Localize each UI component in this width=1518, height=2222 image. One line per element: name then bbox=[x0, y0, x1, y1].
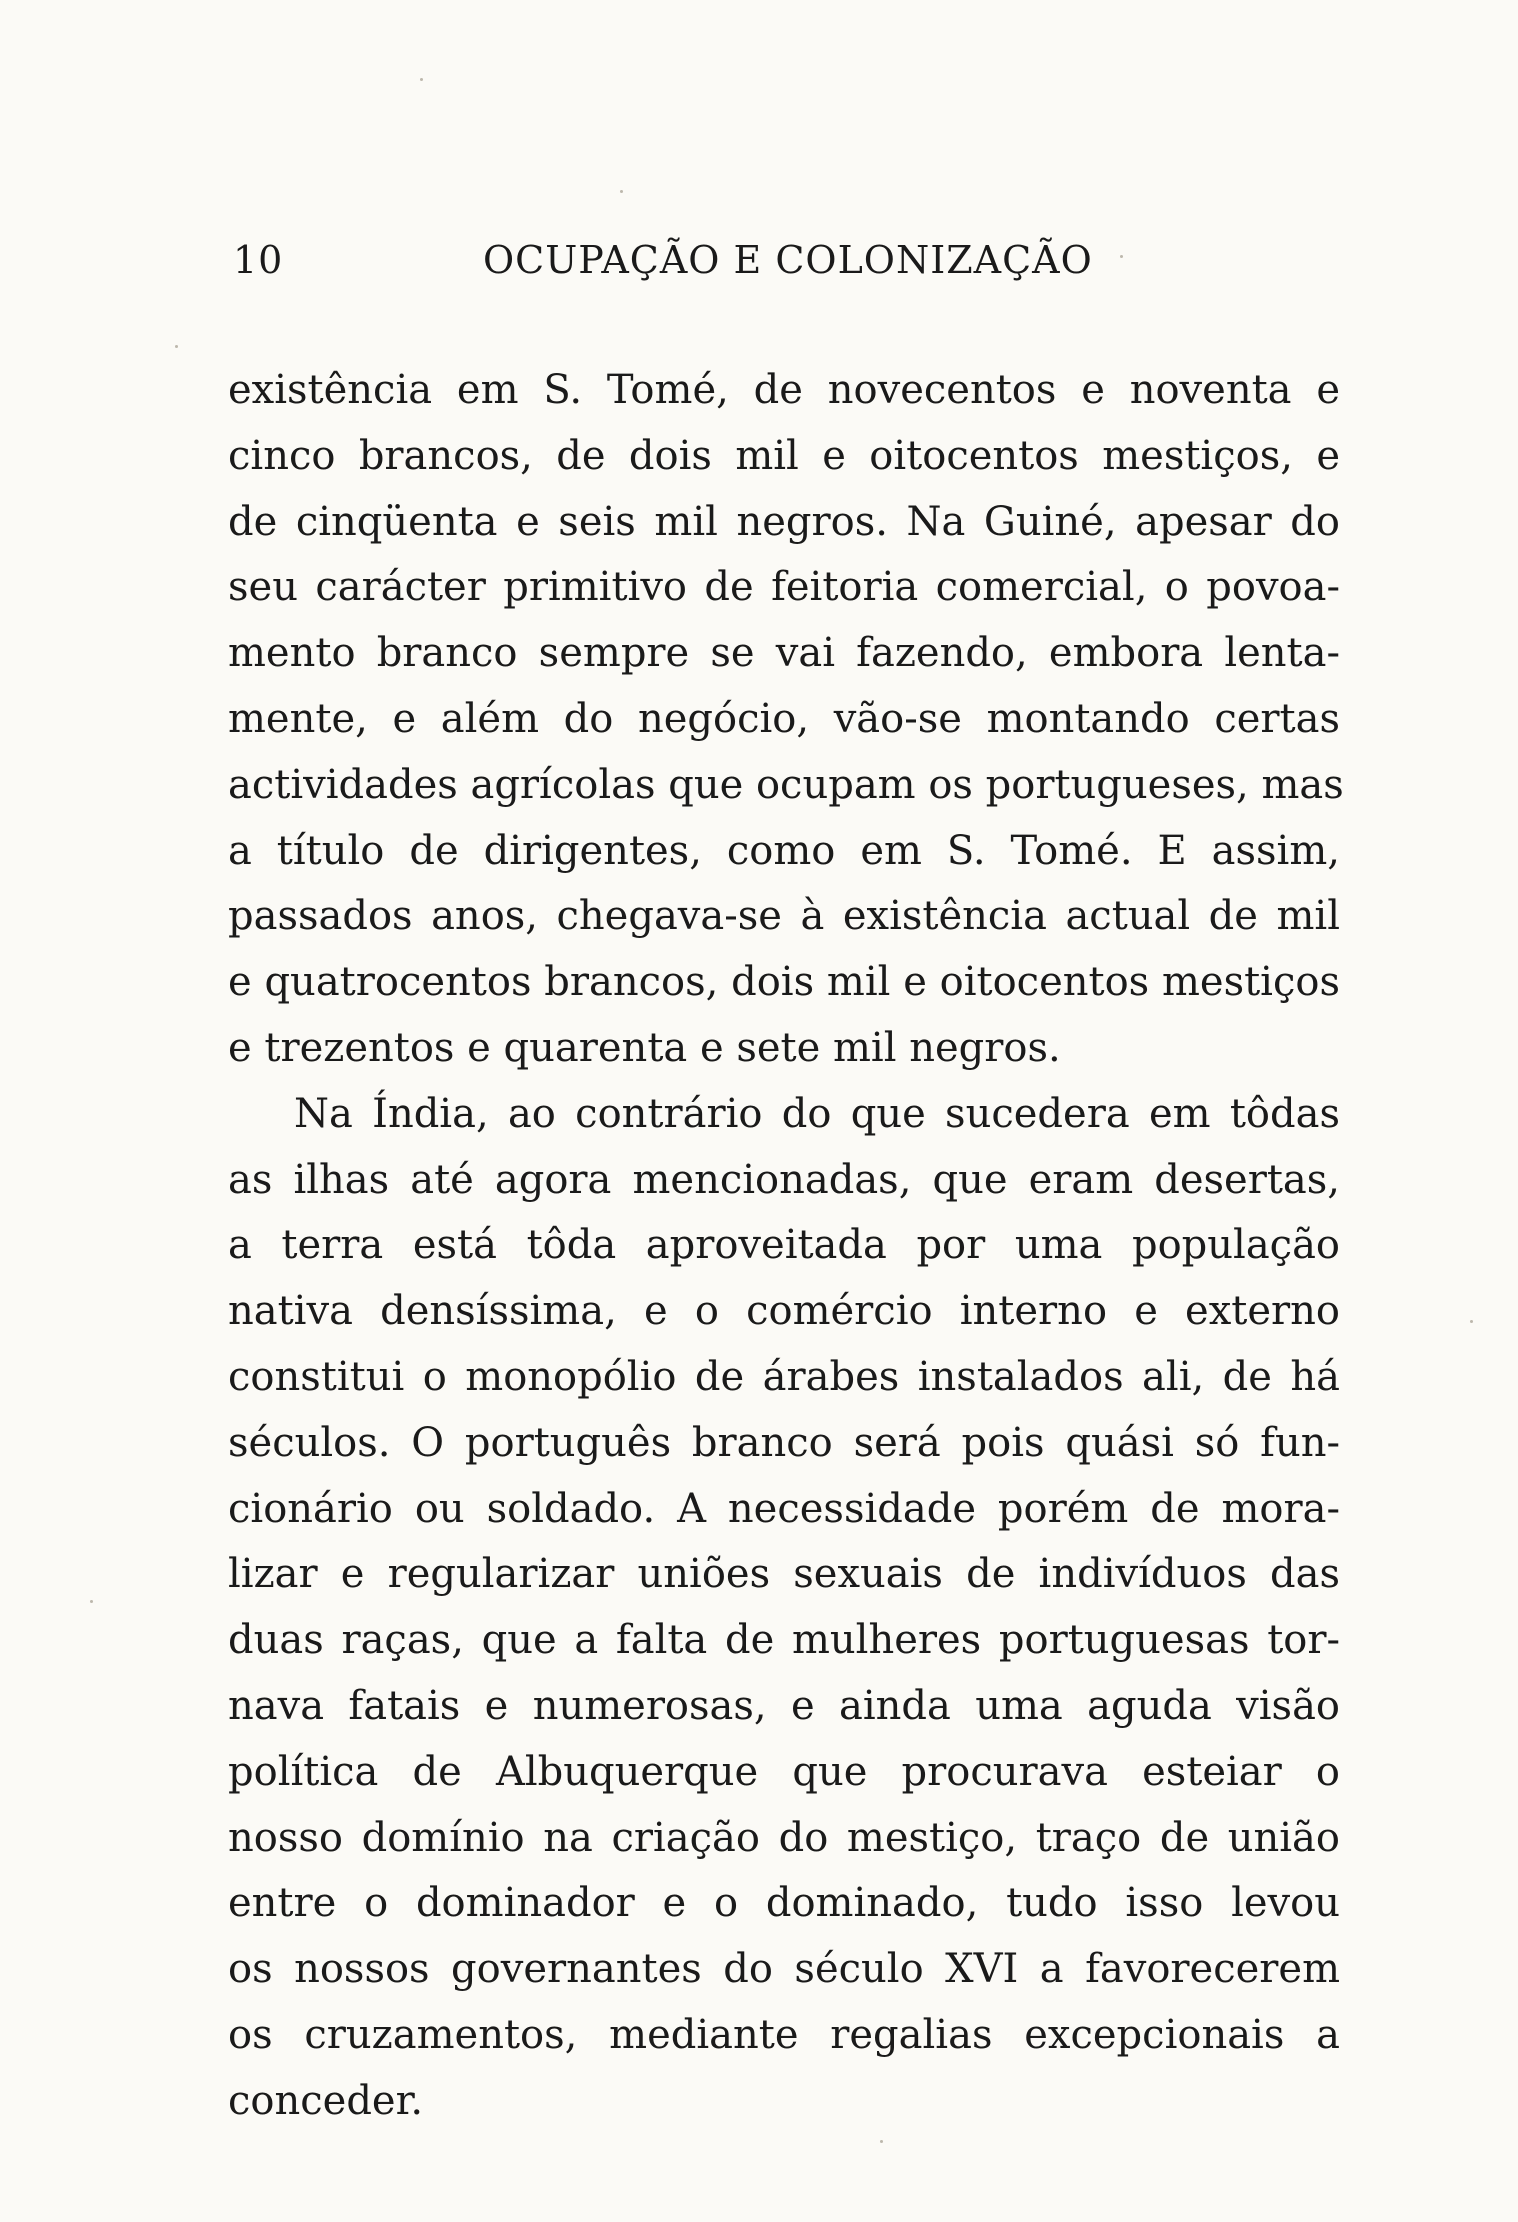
text-line: duas raças, que a falta de mulheres portuguesas tor- bbox=[228, 1617, 1340, 1664]
paragraph-1 bbox=[228, 358, 1344, 1082]
text-line: mente, e além do negócio, vão-se montando certas bbox=[228, 695, 1340, 742]
text-line: cionário ou soldado. A necessidade porém de mora- bbox=[228, 1485, 1340, 1532]
text-line: constitui o monopólio de árabes instalados ali, de há bbox=[228, 1353, 1340, 1400]
text-line: de cinqüenta e seis mil negros. Na Guiné, apesar do bbox=[228, 498, 1340, 545]
text-line: e quatrocentos brancos, dois mil e oitocentos mestiços bbox=[228, 959, 1340, 1006]
scan-speck bbox=[1470, 1320, 1473, 1323]
text-line: nava fatais e numerosas, e ainda uma aguda visão bbox=[228, 1682, 1340, 1729]
text-line: lizar e regularizar uniões sexuais de indivíduos das bbox=[228, 1551, 1340, 1598]
paragraph-2 bbox=[228, 1082, 1340, 2135]
text-line: a título de dirigentes, como em S. Tomé. E assim, bbox=[228, 827, 1340, 874]
text-line: as ilhas até agora mencionadas, que eram desertas, bbox=[228, 1156, 1340, 1203]
text-line: entre o dominador e o dominado, tudo isso levou bbox=[228, 1880, 1340, 1927]
text-line: actividades agrícolas que ocupam os portugueses, mas bbox=[228, 761, 1344, 808]
running-head-title: OCUPAÇÃO E COLONIZAÇÃO bbox=[483, 238, 1093, 282]
text-line: seu carácter primitivo de feitoria comercial, o povoa- bbox=[228, 564, 1340, 611]
text-line: existência em S. Tomé, de novecentos e noventa e bbox=[228, 367, 1340, 413]
text-line: séculos. O português branco será pois quási só fun- bbox=[228, 1419, 1340, 1466]
text-line: e trezentos e quarenta e sete mil negros. bbox=[228, 1024, 1061, 1071]
text-line: a terra está tôda aproveitada por uma população bbox=[228, 1222, 1340, 1269]
page-number: 10 bbox=[233, 238, 284, 282]
scan-speck bbox=[880, 2140, 883, 2143]
text-line: cinco brancos, de dois mil e oitocentos mestiços, e bbox=[228, 432, 1340, 479]
scan-speck bbox=[90, 1600, 93, 1603]
text-line: Na Índia, ao contrário do que sucedera em tôdas bbox=[294, 1090, 1340, 1137]
scan-speck bbox=[175, 345, 178, 348]
text-line: política de Albuquerque que procurava esteiar o bbox=[228, 1748, 1340, 1795]
text-line: nosso domínio na criação do mestiço, traço de união bbox=[228, 1814, 1340, 1861]
text-line: passados anos, chegava-se à existência actual de mil bbox=[228, 893, 1340, 940]
text-line: os nossos governantes do século XVI a favorecerem bbox=[228, 1946, 1340, 1993]
scan-speck bbox=[1120, 255, 1123, 258]
text-line: conceder. bbox=[228, 2077, 424, 2124]
scan-speck bbox=[420, 78, 423, 81]
scan-speck bbox=[620, 190, 623, 193]
text-line: nativa densíssima, e o comércio interno e externo bbox=[228, 1288, 1340, 1335]
text-line: os cruzamentos, mediante regalias excepcionais a bbox=[228, 2011, 1340, 2058]
running-head bbox=[233, 238, 1333, 298]
body-text bbox=[228, 358, 1344, 2135]
text-line: mento branco sempre se vai fazendo, embora lenta- bbox=[228, 630, 1340, 677]
